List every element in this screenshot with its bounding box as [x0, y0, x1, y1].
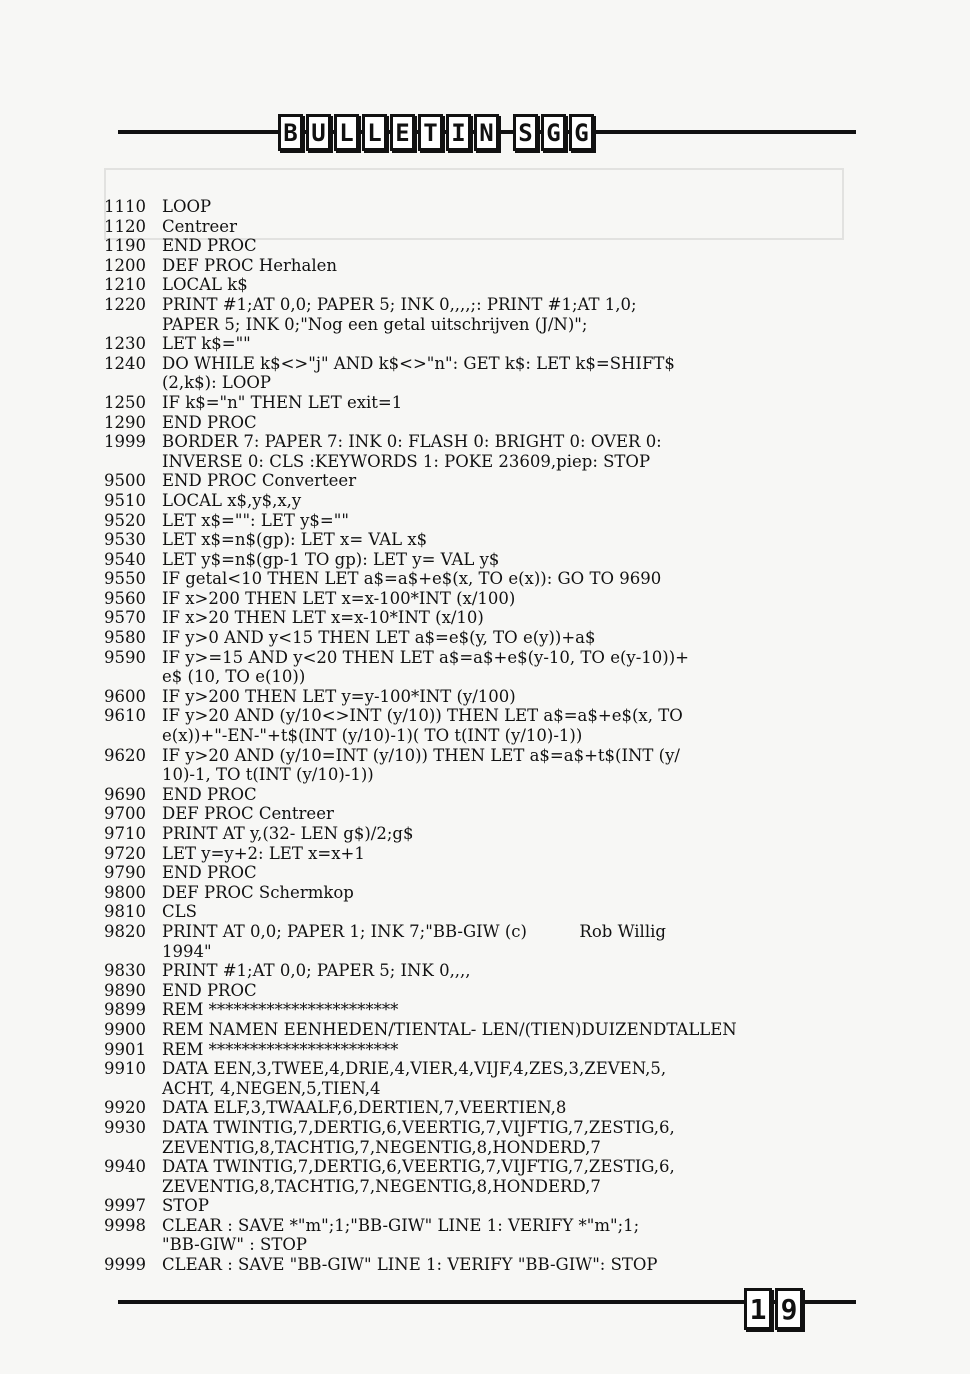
line-number: 1190 — [104, 236, 146, 256]
line-number: 1999 — [104, 432, 146, 452]
line-code: DATA ELF,3,TWAALF,6,DERTIEN,7,VEERTIEN,8 — [162, 1098, 567, 1118]
line-number: 9820 — [104, 921, 146, 941]
line-number: 9997 — [104, 1196, 146, 1216]
line-number: 9710 — [104, 824, 146, 843]
code-line — [104, 804, 864, 824]
code-line — [104, 334, 864, 354]
line-number: 1200 — [104, 255, 146, 275]
line-number: 9930 — [104, 1117, 146, 1137]
line-number: 9550 — [104, 569, 146, 589]
header-letter-tile: T — [418, 114, 443, 151]
code-line — [104, 413, 864, 433]
line-code: END PROC — [162, 236, 257, 256]
line-code: IF x>200 THEN LET x=x-100*INT (x/100) — [162, 588, 516, 608]
line-number: 9800 — [104, 882, 146, 902]
line-code: ZEVENTIG,8,TACHTIG,7,NEGENTIG,8,HONDERD,7 — [162, 1137, 601, 1157]
line-number: 9580 — [104, 628, 146, 648]
line-number: 9540 — [104, 549, 146, 569]
line-number: 9810 — [104, 902, 146, 922]
code-line — [104, 726, 864, 746]
code-line — [104, 1000, 864, 1020]
line-number: 9690 — [104, 784, 146, 804]
code-line — [104, 569, 864, 589]
line-code: DO WHILE k$<>"j" AND k$<>"n": GET k$: LET k$=SHIFT$ — [162, 353, 675, 373]
code-line — [104, 1079, 864, 1099]
line-number: 1290 — [104, 412, 146, 432]
line-number: 9830 — [104, 961, 146, 981]
line-code: "BB-GIW" : STOP — [162, 1235, 307, 1255]
header-letter-tile: U — [306, 114, 331, 151]
line-number: 9570 — [104, 608, 146, 628]
header-letter-tile: N — [474, 114, 499, 151]
line-code: CLEAR : SAVE "BB-GIW" LINE 1: VERIFY "BB-GIW": STOP — [162, 1255, 658, 1275]
line-code: IF x>20 THEN LET x=x-10*INT (x/10) — [162, 608, 484, 628]
line-code: DEF PROC Herhalen — [162, 255, 338, 275]
code-line — [104, 315, 864, 335]
code-line — [104, 706, 864, 726]
line-code: ZEVENTIG,8,TACHTIG,7,NEGENTIG,8,HONDERD,7 — [162, 1176, 601, 1196]
line-number: 9900 — [104, 1019, 146, 1039]
code-line — [104, 1098, 864, 1118]
code-line — [104, 981, 864, 1001]
line-code: PRINT #1;AT 0,0; PAPER 5; INK 0,,,,;: PRINT #1;AT 1,0; — [162, 294, 637, 314]
line-number: 9910 — [104, 1059, 146, 1079]
header-letter-tile: I — [446, 114, 471, 151]
line-number: 9530 — [104, 530, 146, 550]
code-line — [104, 511, 864, 531]
line-number: 9510 — [104, 490, 146, 510]
header-letter-tile: G — [541, 114, 566, 151]
code-line — [104, 942, 864, 962]
line-code: INVERSE 0: CLS :KEYWORDS 1: POKE 23609,piep: STOP — [162, 451, 651, 471]
code-line — [104, 1177, 864, 1197]
code-line — [104, 236, 864, 256]
page-number-digit: 9 — [775, 1288, 803, 1330]
line-code: e$ (10, TO e(10)) — [162, 667, 306, 687]
line-code: PRINT AT 0,0; PAPER 1; INK 7;"BB-GIW (c) Rob Willig — [162, 921, 666, 941]
line-code: DATA TWINTIG,7,DERTIG,6,VEERTIG,7,VIJFTIG,7,ZESTIG,6, — [162, 1157, 675, 1177]
code-line — [104, 785, 864, 805]
line-code: PAPER 5; INK 0;"Nog een getal uitschrijven (J/N)"; — [162, 314, 588, 334]
line-code: STOP — [162, 1196, 209, 1216]
code-line — [104, 471, 864, 491]
code-line — [104, 530, 864, 550]
line-code: ACHT, 4,NEGEN,5,TIEN,4 — [162, 1078, 381, 1098]
line-code: IF y>20 AND (y/10=INT (y/10)) THEN LET a$=a$+t$(INT (y/ — [162, 745, 680, 765]
line-code: IF k$="n" THEN LET exit=1 — [162, 392, 403, 412]
code-line — [104, 393, 864, 413]
line-number: 9500 — [104, 471, 146, 491]
code-line — [104, 883, 864, 903]
code-line — [104, 961, 864, 981]
code-line — [104, 844, 864, 864]
line-number: 1210 — [104, 275, 146, 295]
code-line — [104, 1059, 864, 1079]
header-letter-tile: L — [362, 114, 387, 151]
code-line — [104, 550, 864, 570]
line-number: 9899 — [104, 1000, 146, 1020]
line-code: REM NAMEN EENHEDEN/TIENTAL- LEN/(TIEN)DUIZENDTALLEN — [162, 1019, 737, 1039]
line-code: DEF PROC Schermkop — [162, 882, 354, 902]
code-line — [104, 589, 864, 609]
header-word-bulletin — [278, 114, 499, 151]
line-number: 9610 — [104, 706, 146, 726]
code-line — [104, 648, 864, 668]
code-line — [104, 922, 864, 942]
line-number: 9590 — [104, 647, 146, 667]
line-code: PRINT AT y,(32- LEN g$)/2;g$ — [162, 824, 414, 843]
line-number: 9920 — [104, 1098, 146, 1118]
line-code: LOCAL k$ — [162, 275, 248, 295]
line-number: 9620 — [104, 745, 146, 765]
line-number: 9520 — [104, 510, 146, 530]
line-number: 1120 — [104, 216, 146, 236]
line-number: 1240 — [104, 353, 146, 373]
line-code: 10)-1, TO t(INT (y/10)-1)) — [162, 765, 374, 785]
line-code: END PROC — [162, 863, 257, 883]
code-line — [104, 1216, 864, 1236]
line-code: LET x$="": LET y$="" — [162, 510, 349, 530]
line-code: REM *********************** — [162, 1039, 399, 1059]
code-line — [104, 1196, 864, 1216]
line-code: IF y>200 THEN LET y=y-100*INT (y/100) — [162, 686, 516, 706]
bulletin-header — [278, 114, 594, 151]
page-number — [744, 1288, 803, 1330]
code-line — [104, 1138, 864, 1158]
line-code: END PROC Converteer — [162, 471, 357, 491]
code-line — [104, 1157, 864, 1177]
header-letter-tile: G — [569, 114, 594, 151]
line-code: LOCAL x$,y$,x,y — [162, 490, 302, 510]
header-letter-tile: S — [513, 114, 538, 151]
line-code: DATA EEN,3,TWEE,4,DRIE,4,VIER,4,VIJF,4,ZES,3,ZEVEN,5, — [162, 1059, 667, 1079]
line-code: DEF PROC Centreer — [162, 804, 334, 824]
code-line — [104, 217, 864, 237]
code-line — [104, 1255, 864, 1275]
code-line — [104, 608, 864, 628]
header-word-sgg — [513, 114, 594, 151]
code-line — [104, 491, 864, 511]
code-line — [104, 1235, 864, 1255]
code-line — [104, 295, 864, 315]
code-line — [104, 1118, 864, 1138]
line-code: CLS — [162, 902, 197, 922]
line-code: REM *********************** — [162, 1000, 399, 1020]
line-number: 9890 — [104, 980, 146, 1000]
basic-listing — [104, 197, 864, 1275]
line-code: BORDER 7: PAPER 7: INK 0: FLASH 0: BRIGHT 0: OVER 0: — [162, 432, 662, 452]
line-code: IF getal<10 THEN LET a$=a$+e$(x, TO e(x)): GO TO 9690 — [162, 569, 662, 589]
code-line — [104, 1040, 864, 1060]
code-line — [104, 746, 864, 766]
line-number: 9700 — [104, 804, 146, 824]
line-code: IF y>20 AND (y/10<>INT (y/10)) THEN LET a$=a$+e$(x, TO — [162, 706, 683, 726]
line-code: Centreer — [162, 216, 237, 236]
code-line — [104, 354, 864, 374]
line-code: LOOP — [162, 197, 212, 216]
line-number: 9790 — [104, 863, 146, 883]
line-code: LET y=y+2: LET x=x+1 — [162, 843, 365, 863]
line-code: IF y>0 AND y<15 THEN LET a$=e$(y, TO e(y))+a$ — [162, 628, 596, 648]
header-letter-tile: E — [390, 114, 415, 151]
line-number: 1230 — [104, 334, 146, 354]
line-code: IF y>=15 AND y<20 THEN LET a$=a$+e$(y-10, TO e(y-10))+ — [162, 647, 689, 667]
code-line — [104, 275, 864, 295]
line-code: LET k$="" — [162, 334, 251, 354]
header-letter-tile: L — [334, 114, 359, 151]
code-line — [104, 902, 864, 922]
line-code: END PROC — [162, 980, 257, 1000]
line-number: 1110 — [104, 197, 146, 216]
header-letter-tile: B — [278, 114, 303, 151]
code-line — [104, 687, 864, 707]
line-number: 9940 — [104, 1157, 146, 1177]
code-line — [104, 667, 864, 687]
line-code: LET x$=n$(gp): LET x= VAL x$ — [162, 530, 428, 550]
code-line — [104, 863, 864, 883]
line-code: LET y$=n$(gp-1 TO gp): LET y= VAL y$ — [162, 549, 500, 569]
line-code: e(x))+"-EN-"+t$(INT (y/10)-1)( TO t(INT (y/10)-1)) — [162, 726, 583, 746]
code-line — [104, 1020, 864, 1040]
line-number: 9600 — [104, 686, 146, 706]
code-line — [104, 373, 864, 393]
line-number: 1250 — [104, 392, 146, 412]
line-code: CLEAR : SAVE *"m";1;"BB-GIW" LINE 1: VERIFY *"m";1; — [162, 1215, 640, 1235]
line-code: 1994" — [162, 941, 212, 961]
code-line — [104, 256, 864, 276]
page-number-digit: 1 — [744, 1288, 772, 1330]
line-code: PRINT #1;AT 0,0; PAPER 5; INK 0,,,, — [162, 961, 471, 981]
code-line — [104, 452, 864, 472]
line-number: 9999 — [104, 1255, 146, 1275]
line-number: 1220 — [104, 294, 146, 314]
code-line — [104, 824, 864, 844]
code-line — [104, 197, 864, 217]
line-number: 9998 — [104, 1215, 146, 1235]
line-code: DATA TWINTIG,7,DERTIG,6,VEERTIG,7,VIJFTIG,7,ZESTIG,6, — [162, 1117, 675, 1137]
line-code: END PROC — [162, 784, 257, 804]
line-number: 9901 — [104, 1039, 146, 1059]
code-line — [104, 765, 864, 785]
line-number: 9720 — [104, 843, 146, 863]
line-number: 9560 — [104, 588, 146, 608]
line-code: END PROC — [162, 412, 257, 432]
code-line — [104, 628, 864, 648]
code-line — [104, 432, 864, 452]
line-code: (2,k$): LOOP — [162, 373, 272, 393]
